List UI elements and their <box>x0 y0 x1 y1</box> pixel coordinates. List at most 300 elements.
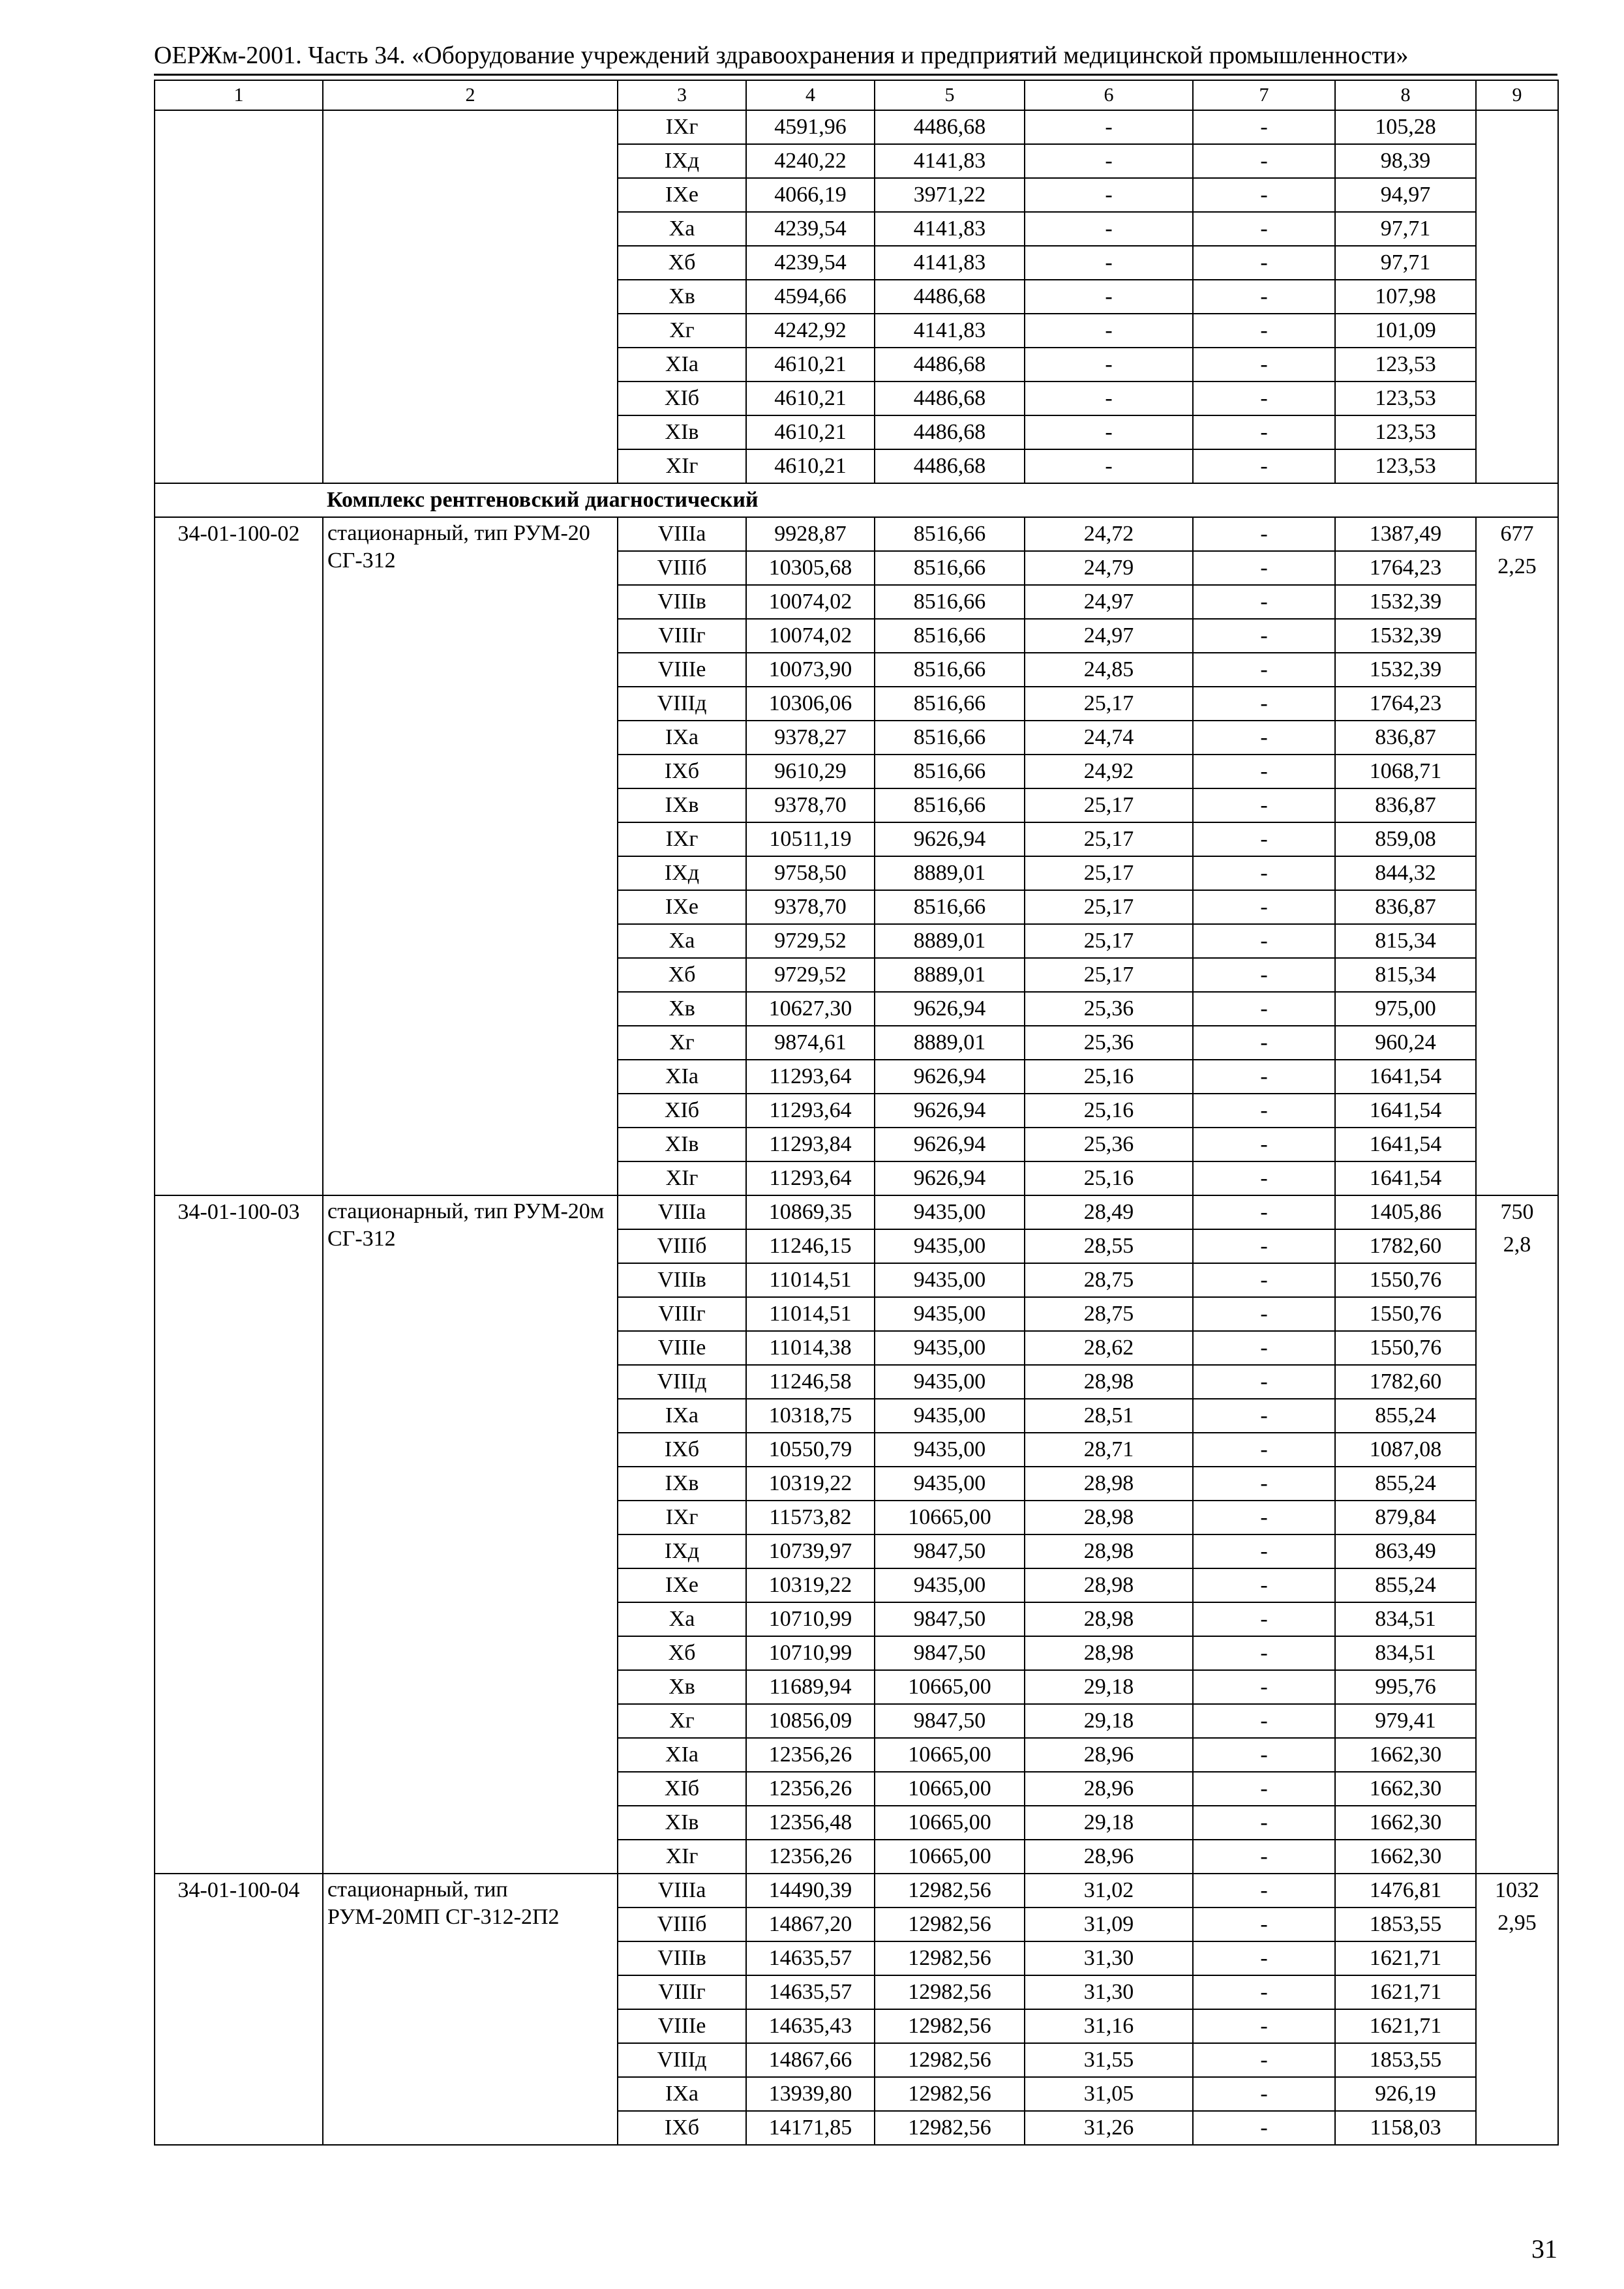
labor-cost-cell: - <box>1025 212 1193 246</box>
column-number: 1 <box>155 80 323 110</box>
materials-cost-cell: 1641,54 <box>1335 1161 1476 1195</box>
materials-cost-cell: 1782,60 <box>1335 1229 1476 1263</box>
total-cost-cell: 10319,22 <box>746 1467 875 1501</box>
equipment-cost-cell: 8516,66 <box>875 585 1025 619</box>
labor-cost-cell: 25,36 <box>1025 1026 1193 1060</box>
equipment-cost-cell: 9847,50 <box>875 1534 1025 1568</box>
equipment-cost-cell: 12982,56 <box>875 2077 1025 2111</box>
code-cell: 34-01-100-03 <box>155 1195 323 1874</box>
equipment-cost-cell: 8889,01 <box>875 924 1025 958</box>
labor-cost-cell: - <box>1025 449 1193 483</box>
total-cost-cell: 10710,99 <box>746 1602 875 1636</box>
equipment-cost-cell: 12982,56 <box>875 1975 1025 2009</box>
table-row <box>155 110 1558 144</box>
category-cell: VIIIа <box>618 1874 746 1908</box>
total-cost-cell: 9729,52 <box>746 924 875 958</box>
category-cell: IXб <box>618 2111 746 2145</box>
machine-cost-cell: - <box>1193 415 1335 449</box>
total-cost-cell: 9378,70 <box>746 788 875 822</box>
total-cost-cell: 10511,19 <box>746 822 875 856</box>
column-number: 9 <box>1476 80 1558 110</box>
category-cell: IXд <box>618 144 746 178</box>
total-cost-cell: 13939,80 <box>746 2077 875 2111</box>
equipment-cost-cell: 9626,94 <box>875 1094 1025 1128</box>
header-rule <box>154 74 1557 76</box>
total-cost-cell: 10306,06 <box>746 687 875 721</box>
equipment-cost-cell: 12982,56 <box>875 1941 1025 1975</box>
code-cell: 34-01-100-04 <box>155 1874 323 2145</box>
machine-cost-cell: - <box>1193 1195 1335 1229</box>
materials-cost-cell: 123,53 <box>1335 348 1476 382</box>
page-number: 31 <box>1531 2234 1557 2264</box>
machine-cost-cell: - <box>1193 1568 1335 1602</box>
labor-cost-cell: 29,18 <box>1025 1670 1193 1704</box>
materials-cost-cell: 859,08 <box>1335 822 1476 856</box>
machine-cost-cell: - <box>1193 1128 1335 1161</box>
category-cell: VIIIг <box>618 1975 746 2009</box>
materials-cost-cell: 836,87 <box>1335 788 1476 822</box>
labor-cost-cell: 25,17 <box>1025 788 1193 822</box>
total-cost-cell: 9729,52 <box>746 958 875 992</box>
col9-cell <box>1476 1195 1558 1874</box>
total-cost-cell: 14867,20 <box>746 1908 875 1941</box>
labor-cost-cell: 28,98 <box>1025 1501 1193 1534</box>
total-cost-cell: 4610,21 <box>746 449 875 483</box>
materials-cost-cell: 97,71 <box>1335 246 1476 280</box>
materials-cost-cell: 1764,23 <box>1335 551 1476 585</box>
machine-cost-cell: - <box>1193 551 1335 585</box>
col9-value: 750 <box>1500 1200 1534 1224</box>
labor-cost-cell: 24,85 <box>1025 653 1193 687</box>
machine-cost-cell: - <box>1193 653 1335 687</box>
total-cost-cell: 11014,51 <box>746 1297 875 1331</box>
machine-cost-cell: - <box>1193 178 1335 212</box>
machine-cost-cell: - <box>1193 1399 1335 1433</box>
equipment-cost-cell: 4486,68 <box>875 382 1025 415</box>
materials-cost-cell: 1641,54 <box>1335 1060 1476 1094</box>
labor-cost-cell: 24,72 <box>1025 517 1193 551</box>
total-cost-cell: 4591,96 <box>746 110 875 144</box>
total-cost-cell: 10074,02 <box>746 619 875 653</box>
machine-cost-cell: - <box>1193 212 1335 246</box>
materials-cost-cell: 855,24 <box>1335 1467 1476 1501</box>
name-cell: стационарный, тип РУМ-20МП СГ-312-2П2 <box>323 1874 618 2145</box>
column-number: 3 <box>618 80 746 110</box>
equipment-cost-cell: 4486,68 <box>875 110 1025 144</box>
materials-cost-cell: 1550,76 <box>1335 1331 1476 1365</box>
machine-cost-cell: - <box>1193 1467 1335 1501</box>
category-cell: VIIIе <box>618 1331 746 1365</box>
machine-cost-cell: - <box>1193 585 1335 619</box>
materials-cost-cell: 101,09 <box>1335 314 1476 348</box>
labor-cost-cell: 28,55 <box>1025 1229 1193 1263</box>
materials-cost-cell: 855,24 <box>1335 1568 1476 1602</box>
equipment-cost-cell: 8889,01 <box>875 856 1025 890</box>
total-cost-cell: 4066,19 <box>746 178 875 212</box>
category-cell: XIг <box>618 449 746 483</box>
category-cell: XIг <box>618 1840 746 1874</box>
materials-cost-cell: 1662,30 <box>1335 1840 1476 1874</box>
labor-cost-cell: 28,75 <box>1025 1297 1193 1331</box>
machine-cost-cell: - <box>1193 1026 1335 1060</box>
labor-cost-cell: 25,17 <box>1025 687 1193 721</box>
category-cell: VIIIе <box>618 653 746 687</box>
table-row <box>155 1874 1558 1908</box>
materials-cost-cell: 834,51 <box>1335 1636 1476 1670</box>
machine-cost-cell: - <box>1193 1941 1335 1975</box>
labor-cost-cell: 28,96 <box>1025 1840 1193 1874</box>
total-cost-cell: 10550,79 <box>746 1433 875 1467</box>
category-cell: IXа <box>618 2077 746 2111</box>
category-cell: VIIIд <box>618 2043 746 2077</box>
labor-cost-cell: 25,36 <box>1025 992 1193 1026</box>
materials-cost-cell: 1476,81 <box>1335 1874 1476 1908</box>
equipment-cost-cell: 9626,94 <box>875 1060 1025 1094</box>
total-cost-cell: 14490,39 <box>746 1874 875 1908</box>
labor-cost-cell: 28,96 <box>1025 1772 1193 1806</box>
materials-cost-cell: 815,34 <box>1335 924 1476 958</box>
materials-cost-cell: 855,24 <box>1335 1399 1476 1433</box>
materials-cost-cell: 1641,54 <box>1335 1128 1476 1161</box>
labor-cost-cell: 29,18 <box>1025 1806 1193 1840</box>
category-cell: XIв <box>618 1806 746 1840</box>
column-number: 7 <box>1193 80 1335 110</box>
machine-cost-cell: - <box>1193 1840 1335 1874</box>
machine-cost-cell: - <box>1193 1501 1335 1534</box>
materials-cost-cell: 836,87 <box>1335 721 1476 755</box>
machine-cost-cell: - <box>1193 314 1335 348</box>
labor-cost-cell: 25,17 <box>1025 924 1193 958</box>
machine-cost-cell: - <box>1193 890 1335 924</box>
materials-cost-cell: 995,76 <box>1335 1670 1476 1704</box>
col9-coefficient: 2,8 <box>1503 1233 1531 1257</box>
labor-cost-cell: 28,51 <box>1025 1399 1193 1433</box>
labor-cost-cell: 31,30 <box>1025 1941 1193 1975</box>
column-number: 4 <box>746 80 875 110</box>
materials-cost-cell: 1532,39 <box>1335 653 1476 687</box>
materials-cost-cell: 1550,76 <box>1335 1297 1476 1331</box>
total-cost-cell: 4610,21 <box>746 348 875 382</box>
total-cost-cell: 12356,26 <box>746 1738 875 1772</box>
machine-cost-cell: - <box>1193 144 1335 178</box>
materials-cost-cell: 1158,03 <box>1335 2111 1476 2145</box>
category-cell: Xа <box>618 212 746 246</box>
total-cost-cell: 11293,84 <box>746 1128 875 1161</box>
total-cost-cell: 9378,70 <box>746 890 875 924</box>
category-cell: Xв <box>618 992 746 1026</box>
category-cell: VIIIа <box>618 517 746 551</box>
total-cost-cell: 12356,26 <box>746 1772 875 1806</box>
category-cell: XIг <box>618 1161 746 1195</box>
materials-cost-cell: 979,41 <box>1335 1704 1476 1738</box>
rates-table <box>154 80 1559 2146</box>
equipment-cost-cell: 9847,50 <box>875 1602 1025 1636</box>
materials-cost-cell: 844,32 <box>1335 856 1476 890</box>
machine-cost-cell: - <box>1193 1670 1335 1704</box>
machine-cost-cell: - <box>1193 1704 1335 1738</box>
category-cell: XIб <box>618 382 746 415</box>
equipment-cost-cell: 9435,00 <box>875 1433 1025 1467</box>
equipment-cost-cell: 10665,00 <box>875 1806 1025 1840</box>
total-cost-cell: 11014,38 <box>746 1331 875 1365</box>
machine-cost-cell: - <box>1193 1908 1335 1941</box>
materials-cost-cell: 105,28 <box>1335 110 1476 144</box>
category-cell: VIIIе <box>618 2009 746 2043</box>
category-cell: XIа <box>618 1738 746 1772</box>
col9-coefficient: 2,25 <box>1497 554 1537 578</box>
total-cost-cell: 11293,64 <box>746 1060 875 1094</box>
category-cell: VIIIв <box>618 1263 746 1297</box>
materials-cost-cell: 94,97 <box>1335 178 1476 212</box>
equipment-cost-cell: 9435,00 <box>875 1467 1025 1501</box>
total-cost-cell: 10319,22 <box>746 1568 875 1602</box>
labor-cost-cell: 28,98 <box>1025 1636 1193 1670</box>
machine-cost-cell: - <box>1193 280 1335 314</box>
category-cell: Xв <box>618 1670 746 1704</box>
name-cell: стационарный, тип РУМ-20 СГ-312 <box>323 517 618 1195</box>
equipment-cost-cell: 10665,00 <box>875 1840 1025 1874</box>
materials-cost-cell: 1068,71 <box>1335 755 1476 788</box>
total-cost-cell: 11246,58 <box>746 1365 875 1399</box>
machine-cost-cell: - <box>1193 1060 1335 1094</box>
machine-cost-cell: - <box>1193 1534 1335 1568</box>
equipment-cost-cell: 12982,56 <box>875 1874 1025 1908</box>
machine-cost-cell: - <box>1193 755 1335 788</box>
equipment-cost-cell: 9435,00 <box>875 1568 1025 1602</box>
name-cell <box>323 110 618 483</box>
group-title-spacer <box>155 483 323 517</box>
total-cost-cell: 10073,90 <box>746 653 875 687</box>
total-cost-cell: 10627,30 <box>746 992 875 1026</box>
labor-cost-cell: 25,16 <box>1025 1060 1193 1094</box>
group-title-row <box>155 483 1558 517</box>
machine-cost-cell: - <box>1193 1602 1335 1636</box>
labor-cost-cell: - <box>1025 314 1193 348</box>
equipment-cost-cell: 9435,00 <box>875 1297 1025 1331</box>
category-cell: VIIIа <box>618 1195 746 1229</box>
equipment-cost-cell: 8516,66 <box>875 619 1025 653</box>
category-cell: IXе <box>618 178 746 212</box>
labor-cost-cell: 24,74 <box>1025 721 1193 755</box>
col9-cell <box>1476 517 1558 1195</box>
category-cell: VIIIб <box>618 1229 746 1263</box>
total-cost-cell: 9758,50 <box>746 856 875 890</box>
col9-coefficient: 2,95 <box>1497 1911 1537 1935</box>
category-cell: Xб <box>618 246 746 280</box>
materials-cost-cell: 926,19 <box>1335 2077 1476 2111</box>
materials-cost-cell: 879,84 <box>1335 1501 1476 1534</box>
equipment-cost-cell: 12982,56 <box>875 2111 1025 2145</box>
labor-cost-cell: 25,36 <box>1025 1128 1193 1161</box>
equipment-cost-cell: 4486,68 <box>875 415 1025 449</box>
category-cell: Xг <box>618 314 746 348</box>
machine-cost-cell: - <box>1193 1365 1335 1399</box>
labor-cost-cell: 31,55 <box>1025 2043 1193 2077</box>
labor-cost-cell: 28,98 <box>1025 1365 1193 1399</box>
materials-cost-cell: 98,39 <box>1335 144 1476 178</box>
materials-cost-cell: 834,51 <box>1335 1602 1476 1636</box>
labor-cost-cell: 28,98 <box>1025 1568 1193 1602</box>
group-title: Комплекс рентгеновский диагностический <box>323 483 1558 517</box>
page-header: ОЕРЖм-2001. Часть 34. «Оборудование учреждений здравоохранения и предприятий медицинской промышленности» <box>154 42 1409 69</box>
machine-cost-cell: - <box>1193 619 1335 653</box>
category-cell: VIIIв <box>618 585 746 619</box>
col9-cell <box>1476 110 1558 483</box>
machine-cost-cell: - <box>1193 1229 1335 1263</box>
category-cell: XIб <box>618 1772 746 1806</box>
total-cost-cell: 9874,61 <box>746 1026 875 1060</box>
code-cell <box>155 110 323 483</box>
labor-cost-cell: 28,98 <box>1025 1467 1193 1501</box>
labor-cost-cell: 24,97 <box>1025 619 1193 653</box>
labor-cost-cell: - <box>1025 415 1193 449</box>
total-cost-cell: 11689,94 <box>746 1670 875 1704</box>
machine-cost-cell: - <box>1193 1806 1335 1840</box>
materials-cost-cell: 960,24 <box>1335 1026 1476 1060</box>
equipment-cost-cell: 8516,66 <box>875 551 1025 585</box>
machine-cost-cell: - <box>1193 110 1335 144</box>
machine-cost-cell: - <box>1193 992 1335 1026</box>
labor-cost-cell: 31,09 <box>1025 1908 1193 1941</box>
column-number: 2 <box>323 80 618 110</box>
equipment-cost-cell: 8516,66 <box>875 687 1025 721</box>
total-cost-cell: 11573,82 <box>746 1501 875 1534</box>
machine-cost-cell: - <box>1193 1263 1335 1297</box>
category-cell: IXг <box>618 110 746 144</box>
materials-cost-cell: 1387,49 <box>1335 517 1476 551</box>
labor-cost-cell: 25,16 <box>1025 1094 1193 1128</box>
labor-cost-cell: - <box>1025 246 1193 280</box>
materials-cost-cell: 1641,54 <box>1335 1094 1476 1128</box>
equipment-cost-cell: 10665,00 <box>875 1738 1025 1772</box>
materials-cost-cell: 1853,55 <box>1335 1908 1476 1941</box>
materials-cost-cell: 863,49 <box>1335 1534 1476 1568</box>
total-cost-cell: 12356,26 <box>746 1840 875 1874</box>
category-cell: VIIIв <box>618 1941 746 1975</box>
machine-cost-cell: - <box>1193 348 1335 382</box>
total-cost-cell: 14635,57 <box>746 1975 875 2009</box>
equipment-cost-cell: 8516,66 <box>875 721 1025 755</box>
labor-cost-cell: 28,49 <box>1025 1195 1193 1229</box>
labor-cost-cell: 25,16 <box>1025 1161 1193 1195</box>
equipment-cost-cell: 10665,00 <box>875 1501 1025 1534</box>
total-cost-cell: 10739,97 <box>746 1534 875 1568</box>
materials-cost-cell: 975,00 <box>1335 992 1476 1026</box>
category-cell: IXа <box>618 721 746 755</box>
category-cell: IXа <box>618 1399 746 1433</box>
total-cost-cell: 4610,21 <box>746 382 875 415</box>
machine-cost-cell: - <box>1193 788 1335 822</box>
category-cell: VIIIг <box>618 1297 746 1331</box>
category-cell: Xв <box>618 280 746 314</box>
materials-cost-cell: 1764,23 <box>1335 687 1476 721</box>
labor-cost-cell: 31,16 <box>1025 2009 1193 2043</box>
materials-cost-cell: 107,98 <box>1335 280 1476 314</box>
equipment-cost-cell: 9847,50 <box>875 1636 1025 1670</box>
category-cell: XIа <box>618 1060 746 1094</box>
equipment-cost-cell: 4141,83 <box>875 314 1025 348</box>
total-cost-cell: 11246,15 <box>746 1229 875 1263</box>
machine-cost-cell: - <box>1193 822 1335 856</box>
name-cell: стационарный, тип РУМ-20м СГ-312 <box>323 1195 618 1874</box>
labor-cost-cell: 31,05 <box>1025 2077 1193 2111</box>
code-cell: 34-01-100-02 <box>155 517 323 1195</box>
machine-cost-cell: - <box>1193 517 1335 551</box>
equipment-cost-cell: 9435,00 <box>875 1195 1025 1229</box>
equipment-cost-cell: 9435,00 <box>875 1263 1025 1297</box>
category-cell: XIв <box>618 1128 746 1161</box>
machine-cost-cell: - <box>1193 856 1335 890</box>
equipment-cost-cell: 8516,66 <box>875 788 1025 822</box>
equipment-cost-cell: 8516,66 <box>875 890 1025 924</box>
materials-cost-cell: 123,53 <box>1335 449 1476 483</box>
materials-cost-cell: 1662,30 <box>1335 1806 1476 1840</box>
machine-cost-cell: - <box>1193 1297 1335 1331</box>
materials-cost-cell: 1662,30 <box>1335 1738 1476 1772</box>
materials-cost-cell: 1782,60 <box>1335 1365 1476 1399</box>
total-cost-cell: 11293,64 <box>746 1161 875 1195</box>
category-cell: Xб <box>618 958 746 992</box>
machine-cost-cell: - <box>1193 1636 1335 1670</box>
materials-cost-cell: 1532,39 <box>1335 619 1476 653</box>
labor-cost-cell: 25,17 <box>1025 958 1193 992</box>
equipment-cost-cell: 9847,50 <box>875 1704 1025 1738</box>
total-cost-cell: 9378,27 <box>746 721 875 755</box>
total-cost-cell: 14635,43 <box>746 2009 875 2043</box>
machine-cost-cell: - <box>1193 721 1335 755</box>
total-cost-cell: 4240,22 <box>746 144 875 178</box>
machine-cost-cell: - <box>1193 1094 1335 1128</box>
machine-cost-cell: - <box>1193 1331 1335 1365</box>
machine-cost-cell: - <box>1193 687 1335 721</box>
category-cell: VIIIд <box>618 1365 746 1399</box>
total-cost-cell: 14867,66 <box>746 2043 875 2077</box>
materials-cost-cell: 1621,71 <box>1335 2009 1476 2043</box>
category-cell: IXб <box>618 1433 746 1467</box>
total-cost-cell: 10305,68 <box>746 551 875 585</box>
category-cell: IXг <box>618 1501 746 1534</box>
labor-cost-cell: 24,92 <box>1025 755 1193 788</box>
column-number-row <box>155 80 1558 110</box>
equipment-cost-cell: 4141,83 <box>875 144 1025 178</box>
category-cell: IXе <box>618 890 746 924</box>
materials-cost-cell: 123,53 <box>1335 415 1476 449</box>
machine-cost-cell: - <box>1193 2043 1335 2077</box>
labor-cost-cell: 24,97 <box>1025 585 1193 619</box>
machine-cost-cell: - <box>1193 958 1335 992</box>
equipment-cost-cell: 4486,68 <box>875 348 1025 382</box>
col9-cell <box>1476 1874 1558 2145</box>
labor-cost-cell: - <box>1025 110 1193 144</box>
category-cell: XIб <box>618 1094 746 1128</box>
total-cost-cell: 10710,99 <box>746 1636 875 1670</box>
column-number: 8 <box>1335 80 1476 110</box>
materials-cost-cell: 97,71 <box>1335 212 1476 246</box>
equipment-cost-cell: 4486,68 <box>875 449 1025 483</box>
category-cell: Xб <box>618 1636 746 1670</box>
equipment-cost-cell: 8516,66 <box>875 755 1025 788</box>
category-cell: VIIIб <box>618 551 746 585</box>
materials-cost-cell: 1621,71 <box>1335 1941 1476 1975</box>
equipment-cost-cell: 9435,00 <box>875 1229 1025 1263</box>
labor-cost-cell: - <box>1025 144 1193 178</box>
equipment-cost-cell: 8889,01 <box>875 958 1025 992</box>
machine-cost-cell: - <box>1193 1161 1335 1195</box>
total-cost-cell: 4594,66 <box>746 280 875 314</box>
total-cost-cell: 14171,85 <box>746 2111 875 2145</box>
machine-cost-cell: - <box>1193 449 1335 483</box>
labor-cost-cell: 28,75 <box>1025 1263 1193 1297</box>
